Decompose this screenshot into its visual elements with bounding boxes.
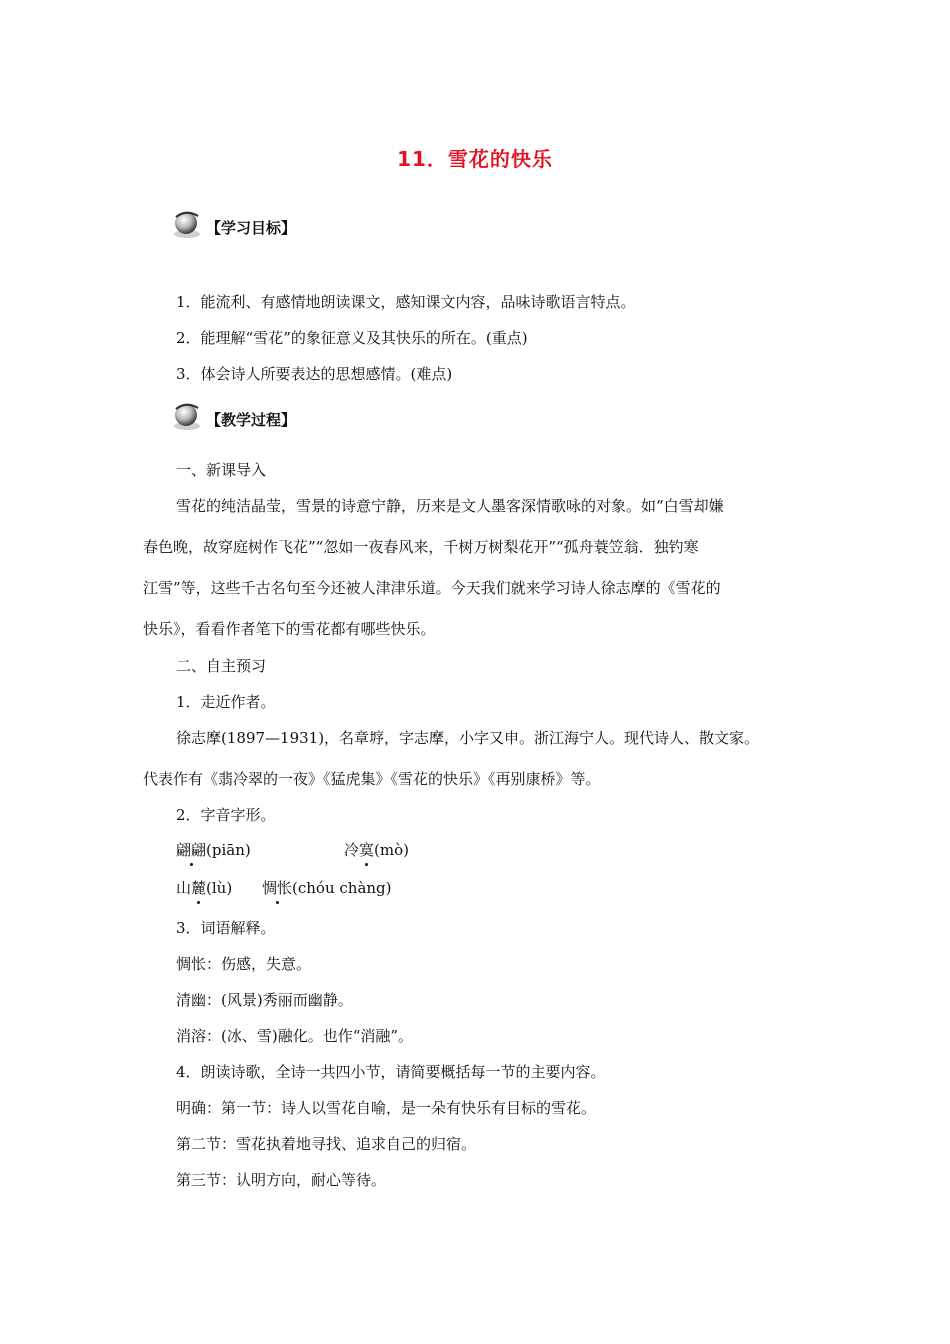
answer-line: 明确：第一节：诗人以雪花自喻，是一朵有快乐有目标的雪花。 (176, 1099, 597, 1117)
word-plain: 冷 (344, 841, 360, 859)
word-pinyin: (chóu chàng) (292, 879, 392, 897)
definition-line: 消溶：(冰、雪)融化。也作“消融”。 (176, 1027, 414, 1045)
pronunciation-entry (176, 878, 232, 898)
intro-paragraph-line: 雪花的纯洁晶莹，雪景的诗意宁静，历来是文人墨客深情歌咏的对象。如“白雪却嫌 (176, 497, 724, 515)
part2-heading: 二、自主预习 (176, 657, 267, 675)
pronunciation-entry (344, 840, 409, 860)
goal-item: 3．体会诗人所要表达的思想感情。(难点) (176, 365, 453, 383)
list-item: 4．朗读诗歌，全诗一共四小节，请简要概括每一节的主要内容。 (176, 1063, 606, 1081)
word-pinyin: (mò) (374, 841, 409, 859)
section-heading-process (170, 396, 296, 436)
page-title: 11．雪花的快乐 (397, 147, 553, 171)
intro-paragraph-line: 快乐》，看看作者笔下的雪花都有哪些快乐。 (143, 620, 436, 638)
word-dotted: 惆怅 (262, 879, 293, 897)
word-pinyin: (lù) (206, 879, 233, 897)
goal-item: 1．能流利、有感情地朗读课文，感知课文内容，品味诗歌语言特点。 (176, 293, 636, 311)
pronunciation-entry (176, 840, 251, 860)
list-item: 2．字音字形。 (176, 806, 276, 824)
answer-line: 第三节：认明方向，耐心等待。 (176, 1171, 387, 1189)
intro-paragraph-line: 江雪”等，这些千古名句至今还被人津津乐道。今天我们就来学习诗人徐志摩的《雪花的 (143, 579, 721, 597)
section-label-goals: 【学习目标】 (206, 218, 297, 237)
word-plain: 山 (176, 879, 192, 897)
section-label-process: 【教学过程】 (206, 410, 297, 429)
word-dotted: 麓 (191, 879, 207, 897)
goal-item: 2．能理解“雪花”的象征意义及其快乐的所在。(重点) (176, 329, 528, 347)
definition-line: 惆怅：伤感，失意。 (176, 955, 312, 973)
section-bullet-icon (170, 207, 204, 241)
section-heading-goals (170, 204, 296, 244)
list-item: 3．词语解释。 (176, 919, 276, 937)
word-pinyin: (piān) (206, 841, 251, 859)
answer-line: 第二节：雪花执着地寻找、追求自己的归宿。 (176, 1135, 477, 1153)
pronunciation-entry (262, 878, 392, 898)
section-bullet-icon (170, 399, 204, 433)
intro-paragraph-line: 春色晚，故穿庭树作飞花”“忽如一夜春风来，千树万树梨花开”“孤舟蓑笠翁．独钓寒 (143, 538, 699, 556)
list-item: 1．走近作者。 (176, 693, 276, 711)
definition-line: 清幽：(风景)秀丽而幽静。 (176, 991, 353, 1009)
word-dotted: 翩翩 (176, 841, 207, 859)
part1-heading: 一、新课导入 (176, 461, 267, 479)
author-paragraph-line: 徐志摩(1897—1931)，名章垿，字志摩，小字又申。浙江海宁人。现代诗人、散文家。 (176, 729, 760, 747)
word-dotted: 寞 (359, 841, 375, 859)
author-paragraph-line: 代表作有《翡冷翠的一夜》《猛虎集》《雪花的快乐》《再别康桥》等。 (143, 770, 601, 788)
